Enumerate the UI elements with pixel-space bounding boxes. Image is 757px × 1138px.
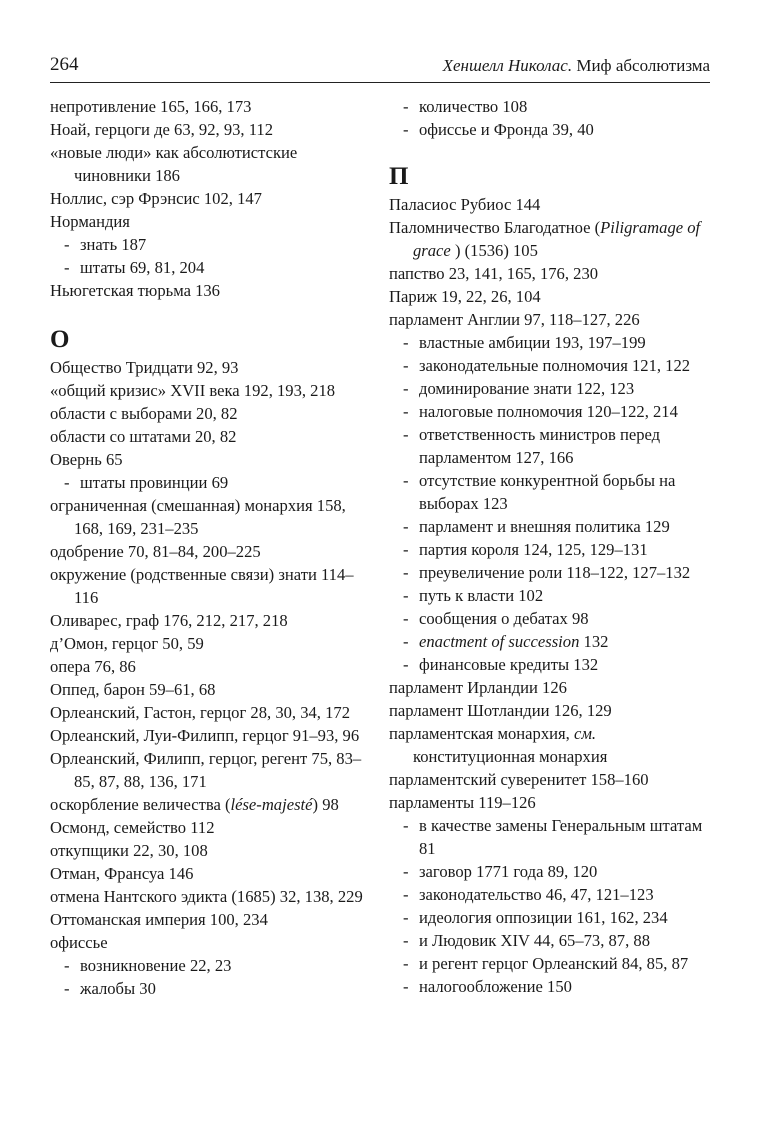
index-entry: окружение (родственные связи) знати 114–116	[50, 565, 354, 607]
subentry-text: сообщения о дебатах 98	[419, 609, 589, 628]
index-entry-lese-majeste	[50, 793, 370, 816]
subentry-text: возникновение 22, 23	[80, 956, 232, 975]
dash: -	[403, 120, 409, 139]
subentry-text: парламент и внешняя политика 129	[419, 517, 670, 536]
index-subentry	[389, 653, 721, 676]
entry-italic: см.	[573, 724, 597, 743]
index-column-right	[389, 95, 721, 998]
index-entry: папство 23, 141, 165, 176, 230	[389, 264, 599, 283]
index-subentry	[389, 584, 721, 607]
index-subentry	[389, 354, 721, 377]
dash: -	[64, 956, 70, 975]
entry-text: ) (1536) 105	[450, 241, 538, 260]
dash: -	[64, 235, 70, 254]
entry-text: парламентская монархия,	[389, 724, 574, 743]
index-subentry	[389, 377, 721, 400]
index-subentry	[389, 883, 721, 906]
index-entry: Овернь 65	[50, 450, 123, 469]
index-entry: парламентский суверенитет 158–160	[389, 770, 649, 789]
subentry-text: идеология оппозиции 161, 162, 234	[419, 908, 668, 927]
dash: -	[403, 655, 409, 674]
subentry-text: путь к власти 102	[419, 586, 544, 605]
dash: -	[64, 258, 70, 277]
index-entry: парламент Англии 97, 118–127, 226	[389, 310, 640, 329]
entry-italic: lése-majesté	[230, 795, 313, 814]
dash: -	[64, 979, 70, 998]
index-subentry	[389, 423, 721, 469]
index-entry: «общий кризис» XVII века 192, 193, 218	[50, 381, 336, 400]
index-subentry	[50, 471, 370, 494]
subentry-text: 132	[579, 632, 609, 651]
page-number: 264	[50, 54, 79, 75]
subentry-text: преувеличение роли 118–122, 127–132	[419, 563, 691, 582]
index-entry: д’Омон, герцог 50, 59	[50, 634, 204, 653]
subentry-text: заговор 1771 года 89, 120	[419, 862, 598, 881]
dash: -	[403, 977, 409, 996]
index-entry-constitutional	[389, 722, 721, 768]
index-entry: парламент Ирландии 126	[389, 678, 567, 697]
subentry-text: законодательство 46, 47, 121–123	[419, 885, 654, 904]
index-subentry	[389, 607, 721, 630]
index-subentry	[50, 954, 370, 977]
index-entry: Орлеанский, Гастон, герцог 28, 30, 34, 172	[50, 703, 350, 722]
dash: -	[403, 97, 409, 116]
dash: -	[403, 471, 409, 490]
index-subentry	[50, 256, 370, 279]
subentry-text: и регент герцог Орлеанский 84, 85, 87	[419, 954, 689, 973]
index-entry: парламенты 119–126	[389, 793, 536, 812]
index-subentry	[389, 814, 721, 860]
running-title	[443, 56, 710, 76]
dash: -	[403, 425, 409, 444]
subentry-italic: enactment of succession	[419, 632, 580, 651]
index-subentry	[389, 515, 721, 538]
running-header	[50, 52, 710, 83]
index-entry: «новые люди» как абсолютистские чиновники 186	[50, 143, 298, 185]
index-entry: офиссье	[50, 933, 108, 952]
dash: -	[64, 473, 70, 492]
index-entry: Паласиос Рубиос 144	[389, 195, 541, 214]
subentry-text: жалобы 30	[80, 979, 156, 998]
index-subentry-enactment	[389, 630, 721, 653]
index-entry: Оливарес, граф 176, 212, 217, 218	[50, 611, 288, 630]
index-entry: Осмонд, семейство 112	[50, 818, 215, 837]
index-entry: области со штатами 20, 82	[50, 427, 237, 446]
subentry-text: знать 187	[80, 235, 147, 254]
dash: -	[403, 356, 409, 375]
subentry-text: финансовые кредиты 132	[419, 655, 599, 674]
index-entry: Орлеанский, Луи-Филипп, герцог 91–93, 96	[50, 726, 360, 745]
index-subentry	[50, 977, 370, 1000]
dash: -	[403, 885, 409, 904]
index-entry: Ноллис, сэр Фрэнсис 102, 147	[50, 189, 262, 208]
entry-text: Паломничество Благодатное (	[389, 218, 601, 237]
dash: -	[403, 517, 409, 536]
index-subentry	[389, 95, 721, 118]
dash: -	[403, 379, 409, 398]
index-subentry	[389, 975, 721, 998]
dash: -	[403, 931, 409, 950]
dash: -	[403, 333, 409, 352]
index-entry: Отман, Франсуа 146	[50, 864, 194, 883]
dash: -	[403, 954, 409, 973]
index-subentry	[389, 952, 721, 975]
index-subentry	[389, 860, 721, 883]
index-subentry	[389, 906, 721, 929]
dash: -	[403, 862, 409, 881]
index-entry: откупщики 22, 30, 108	[50, 841, 208, 860]
section-letter-o: О	[50, 326, 70, 353]
subentry-text: властные амбиции 193, 197–199	[419, 333, 646, 352]
entry-text: конституционная монархия	[413, 747, 608, 766]
index-subentry	[389, 469, 721, 515]
index-entry: Париж 19, 22, 26, 104	[389, 287, 541, 306]
index-entry: Оттоманская империя 100, 234	[50, 910, 268, 929]
subentry-text: и Людовик XIV 44, 65–73, 87, 88	[419, 931, 650, 950]
subentry-text: количество 108	[419, 97, 528, 116]
index-entry: Ньюгетская тюрьма 136	[50, 281, 220, 300]
index-entry: Орлеанский, Филипп, герцог, регент 75, 83–85, 87, 88, 136, 171	[50, 749, 362, 791]
index-subentry	[389, 331, 721, 354]
subentry-text: доминирование знати 122, 123	[419, 379, 635, 398]
entry-text: ) 98	[312, 795, 339, 814]
index-subentry	[389, 561, 721, 584]
index-entry: опера 76, 86	[50, 657, 136, 676]
index-entry: области с выборами 20, 82	[50, 404, 238, 423]
entry-text: оскорбление величества (	[50, 795, 231, 814]
dash: -	[403, 563, 409, 582]
index-subentry	[389, 400, 721, 423]
dash: -	[403, 609, 409, 628]
index-entry: Общество Тридцати 92, 93	[50, 358, 239, 377]
index-subentry	[389, 118, 721, 141]
index-entry: одобрение 70, 81–84, 200–225	[50, 542, 261, 561]
dash: -	[403, 816, 409, 835]
subentry-text: ответственность министров перед парламентом 127, 166	[419, 425, 661, 467]
dash: -	[403, 402, 409, 421]
dash: -	[403, 586, 409, 605]
subentry-text: партия короля 124, 125, 129–131	[419, 540, 648, 559]
index-subentry	[389, 538, 721, 561]
subentry-text: офиссье и Фронда 39, 40	[419, 120, 594, 139]
index-entry: Ноай, герцоги де 63, 92, 93, 112	[50, 120, 273, 139]
index-entry: непротивление 165, 166, 173	[50, 97, 252, 116]
dash: -	[403, 908, 409, 927]
index-entry: парламент Шотландии 126, 129	[389, 701, 612, 720]
subentry-text: налогообложение 150	[419, 977, 572, 996]
book-title: Миф абсолютизма	[572, 56, 710, 75]
index-subentry	[50, 233, 370, 256]
subentry-text: законодательные полномочия 121, 122	[419, 356, 691, 375]
index-entry: Оппед, барон 59–61, 68	[50, 680, 216, 699]
author-name: Хеншелл Николас.	[442, 56, 573, 75]
index-entry: ограниченная (смешанная) монархия 158, 168, 169, 231–235	[50, 496, 346, 538]
subentry-text: налоговые полномочия 120–122, 214	[419, 402, 678, 421]
subentry-text: отсутствие конкурентной борьбы на выборах 123	[419, 471, 676, 513]
entry-italic: Piligramage of grace	[413, 218, 701, 260]
index-subentry	[389, 929, 721, 952]
index-entry: отмена Нантского эдикта (1685) 32, 138, 229	[50, 887, 363, 906]
section-letter-p: П	[389, 163, 409, 190]
subentry-text: в качестве замены Генеральным штатам 81	[419, 816, 703, 858]
subentry-text: штаты 69, 81, 204	[80, 258, 205, 277]
index-column-left	[50, 95, 370, 1000]
subentry-text: штаты провинции 69	[80, 473, 229, 492]
index-entry: Нормандия	[50, 212, 130, 231]
index-entry-pilgrimage	[389, 216, 721, 262]
dash: -	[403, 632, 409, 651]
dash: -	[403, 540, 409, 559]
